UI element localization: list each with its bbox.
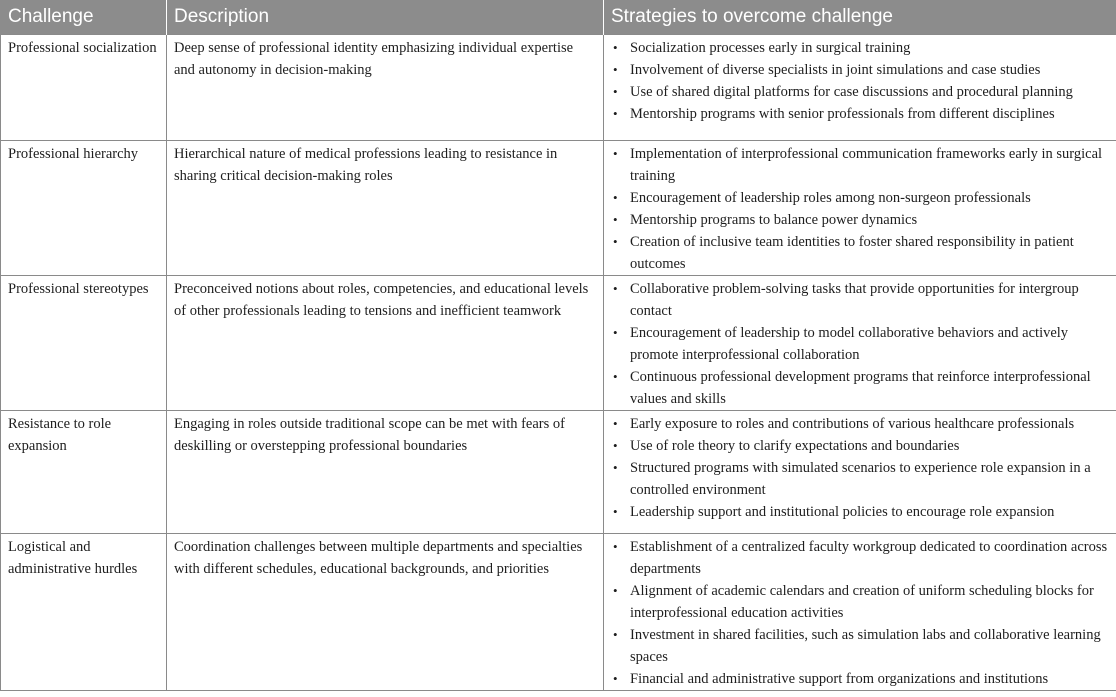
header-description: Description (167, 0, 604, 35)
strategy-item: • Involvement of diverse specialists in joint simulations and case studies (610, 59, 1110, 81)
table-row (1, 276, 1116, 411)
strategy-list (610, 278, 1110, 410)
strategy-item: • Encouragement of leadership roles among non-surgeon professionals (610, 187, 1110, 209)
strategy-item: • Investment in shared facilities, such as simulation labs and collaborative learning spaces (610, 624, 1110, 668)
strategy-item: • Implementation of interprofessional communication frameworks early in surgical training (610, 143, 1110, 187)
header-challenge: Challenge (1, 0, 167, 35)
strategy-item: • Encouragement of leadership to model collaborative behaviors and actively promote interprofessional collaboration (610, 322, 1110, 366)
strategy-item: • Establishment of a centralized faculty workgroup dedicated to coordination across departments (610, 536, 1110, 580)
challenge-cell: Professional socialization (1, 35, 167, 141)
strategy-item: • Continuous professional development programs that reinforce interprofessional values and skills (610, 366, 1110, 410)
strategy-item: • Early exposure to roles and contributions of various healthcare professionals (610, 413, 1110, 435)
strategy-item: • Structured programs with simulated scenarios to experience role expansion in a controlled environment (610, 457, 1110, 501)
strategy-item: • Collaborative problem-solving tasks that provide opportunities for intergroup contact (610, 278, 1110, 322)
strategy-item: • Mentorship programs with senior professionals from different disciplines (610, 103, 1110, 125)
strategy-list (610, 143, 1110, 275)
strategies-cell (604, 534, 1116, 691)
strategies-cell (604, 35, 1116, 141)
strategy-item: • Socialization processes early in surgical training (610, 37, 1110, 59)
description-cell: Deep sense of professional identity emphasizing individual expertise and autonomy in decision-making (167, 35, 604, 141)
strategy-item: • Financial and administrative support from organizations and institutions (610, 668, 1110, 690)
table-row (1, 141, 1116, 276)
strategy-list (610, 37, 1110, 125)
header-row (1, 0, 1116, 35)
table-body (1, 35, 1116, 691)
strategy-item: • Creation of inclusive team identities to foster shared responsibility in patient outcomes (610, 231, 1110, 275)
table-row (1, 411, 1116, 534)
strategy-item: • Use of role theory to clarify expectations and boundaries (610, 435, 1110, 457)
strategy-list (610, 536, 1110, 690)
description-cell: Hierarchical nature of medical professions leading to resistance in sharing critical decision-making roles (167, 141, 604, 276)
strategies-cell (604, 276, 1116, 411)
description-cell: Coordination challenges between multiple departments and specialties with different schedules, educational backgrounds, and priorities (167, 534, 604, 691)
challenge-cell: Professional stereotypes (1, 276, 167, 411)
strategy-item: • Alignment of academic calendars and creation of uniform scheduling blocks for interprofessional education activities (610, 580, 1110, 624)
challenge-cell: Professional hierarchy (1, 141, 167, 276)
strategy-item: • Leadership support and institutional policies to encourage role expansion (610, 501, 1110, 523)
table-row (1, 35, 1116, 141)
strategies-cell (604, 141, 1116, 276)
strategy-list (610, 413, 1110, 523)
strategy-item: • Mentorship programs to balance power dynamics (610, 209, 1110, 231)
table-header (1, 0, 1116, 35)
strategy-item: • Use of shared digital platforms for case discussions and procedural planning (610, 81, 1110, 103)
strategies-cell (604, 411, 1116, 534)
description-cell: Engaging in roles outside traditional scope can be met with fears of deskilling or overstepping professional boundaries (167, 411, 604, 534)
header-strategies: Strategies to overcome challenge (604, 0, 1116, 35)
challenge-cell: Resistance to role expansion (1, 411, 167, 534)
challenge-cell: Logistical and administrative hurdles (1, 534, 167, 691)
table-row (1, 534, 1116, 691)
description-cell: Preconceived notions about roles, competencies, and educational levels of other professionals leading to tensions and inefficient teamwork (167, 276, 604, 411)
